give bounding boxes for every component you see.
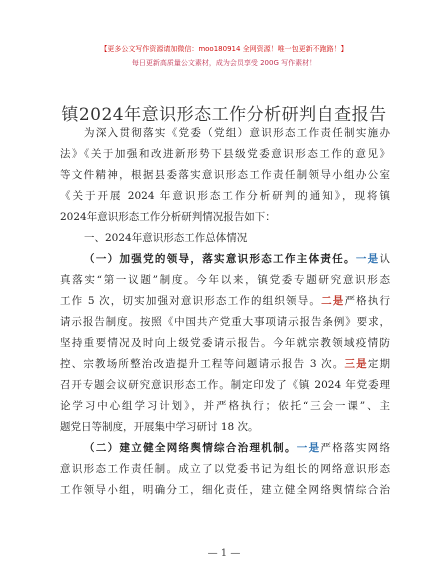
subsection-line: 工作领导小组，明确分工，细化责任，建立健全网络舆情综合治 xyxy=(60,484,390,496)
subsection-line: 请示报告制度。按照《中国共产党重大事项请示报告条例》要求， xyxy=(60,316,390,328)
promo-banner-line2: 每日更新高质量公文素材，成为会员享受 200G 写作素材！ xyxy=(131,59,317,67)
marker-three: 三是 xyxy=(344,358,368,370)
text-fragment: 定期 xyxy=(367,358,390,370)
intro-line: 法》《关于加强和改进新形势下县级党委意识形态工作的意见》 xyxy=(60,148,390,160)
subsection-line xyxy=(60,354,390,375)
text-fragment: 严格执行 xyxy=(344,295,390,307)
subsection-2 xyxy=(60,438,390,501)
document-title: 镇2024年意识形态工作分析研判自查报告 xyxy=(61,105,387,125)
intro-line: 等文件精神，根据县委落实意识形态工作责任制领导小组办公室 xyxy=(60,169,390,181)
subsection-line: 真落实“第一议题”制度。今年以来，镇党委专题研究意识形态 xyxy=(60,274,390,286)
intro-line: 为深入贯彻落实《党委（党组）意识形态工作责任制实施办 xyxy=(84,127,390,139)
section-heading-text: 一、2024年意识形态工作总体情况 xyxy=(84,232,248,244)
marker-one: 一是 xyxy=(296,442,321,454)
subsection-line: 论学习中心组学习计划》，并严格执行；依托“三会一课”、主 xyxy=(60,400,390,412)
marker-two: 二是 xyxy=(321,295,345,307)
intro-paragraph xyxy=(60,123,390,228)
text-fragment: 控、宗教场所整治改造提升工程等问题请示报告 3 次。 xyxy=(60,358,345,370)
subsection-line: 题党日等制度，开展集中学习研讨 18 次。 xyxy=(60,421,259,433)
subsection-line xyxy=(60,291,390,312)
promo-banner-line1: 【更多公文写作资源请加微信：moo180914 全网资源！唯一包更新不跑路！】 xyxy=(100,45,348,53)
subsection-heading: （一）加强党的领导，落实意识形态工作主体责任。 xyxy=(84,253,356,265)
subsection-line xyxy=(60,438,390,459)
text-fragment: 认 xyxy=(379,253,390,265)
subsection-1 xyxy=(60,249,390,438)
text-fragment: 严格落实网络 xyxy=(320,442,390,454)
subsection-line: 坚持重要情况及时向上级党委请示报告。今年就宗教领域疫情防 xyxy=(60,337,390,349)
intro-line: 2024年意识形态工作分析研判情况报告如下： xyxy=(60,211,276,223)
page-number: — 1 — xyxy=(207,548,241,559)
subsection-line: 意识形态工作责任制。成立了以党委书记为组长的网络意识形态 xyxy=(60,463,390,475)
intro-line: 《关于开展 2024 年意识形态工作分析研判的通知》，现将镇 xyxy=(60,190,390,202)
subsection-line: 召开专题会议研究意识形态工作。制定印发了《镇 2024 年党委理 xyxy=(60,379,390,391)
subsection-line xyxy=(60,249,390,270)
section-heading-1 xyxy=(60,228,390,249)
subsection-heading: （二）建立健全网络舆情综合治理机制。 xyxy=(84,442,297,454)
text-fragment: 工作 5 次，切实加强对意识形态工作的组织领导。 xyxy=(60,295,322,307)
marker-one: 一是 xyxy=(355,253,380,265)
